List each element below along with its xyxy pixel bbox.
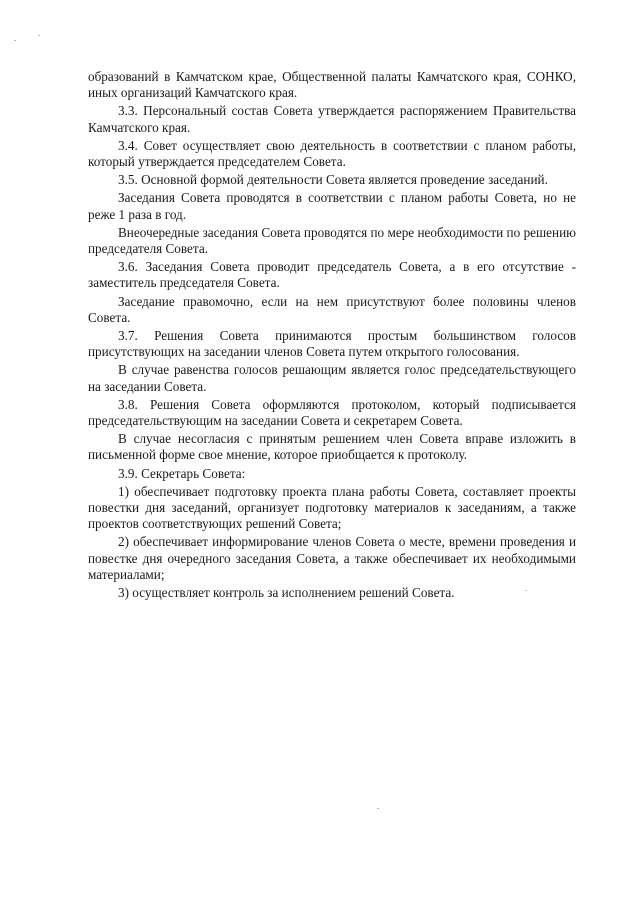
paragraph-3-9: 3.9. Секретарь Совета: — [118, 465, 246, 481]
paragraph-3-5: 3.5. Основной формой деятельности Совета является проведение заседаний. — [118, 172, 548, 188]
document-body — [88, 69, 576, 603]
paragraph-quorum: Заседание правомочно, если на нем присутствуют более половины членов Совета. — [88, 293, 576, 325]
scan-speck — [38, 35, 40, 36]
paragraph-3-6: 3.6. Заседания Совета проводит председатель Совета, а в его отсутствие - заместитель председателя Совета. — [88, 259, 576, 291]
paragraph-disagreement: В случае несогласия с принятым решением член Совета вправе изложить в письменной форме свое мнение, которое приобщается к протоколу. — [88, 431, 576, 463]
list-item-2: 2) обеспечивает информирование членов Совета о месте, времени проведения и повестке дня очередного заседания Совета, а также обеспечивает их необходимыми материалами; — [88, 534, 576, 582]
list-item-3: 3) осуществляет контроль за исполнением решений Совета. — [118, 585, 455, 601]
paragraph-continuation: образований в Камчатском крае, Общественной палаты Камчатского края, СОНКО, иных организаций Камчатского края. — [88, 69, 576, 101]
paragraph-3-4: 3.4. Совет осуществляет свою деятельность в соответствии с планом работы, который утверждается председателем Совета. — [88, 137, 576, 170]
paragraph-extraordinary-meetings: Внеочередные заседания Совета проводятся по мере необходимости по решению председателя Совета. — [88, 224, 576, 257]
scan-speck — [14, 40, 16, 41]
list-item-1: 1) обеспечивает подготовку проекта плана работы Совета, составляет проекты повестки дня заседаний, организует подготовку материалов к заседаниям, а также проектов соответствующих решений Совета; — [88, 483, 576, 532]
paragraph-meetings-schedule: Заседания Совета проводятся в соответствии с планом работы Совета, но не реже 1 раза в год. — [88, 190, 576, 222]
paragraph-3-8: 3.8. Решения Совета оформляются протоколом, который подписывается председательствующим на заседании Совета и секретарем Совета. — [88, 396, 576, 429]
paragraph-3-7: 3.7. Решения Совета принимаются простым большинством голосов присутствующих на заседании членов Совета путем открытого голосования. — [88, 328, 576, 360]
paragraph-tie-vote: В случае равенства голосов решающим является голос председательствующего на заседании Совета. — [88, 362, 576, 394]
scan-speck — [377, 808, 379, 809]
paragraph-3-3: 3.3. Персональный состав Совета утверждается распоряжением Правительства Камчатского края. — [88, 103, 576, 135]
